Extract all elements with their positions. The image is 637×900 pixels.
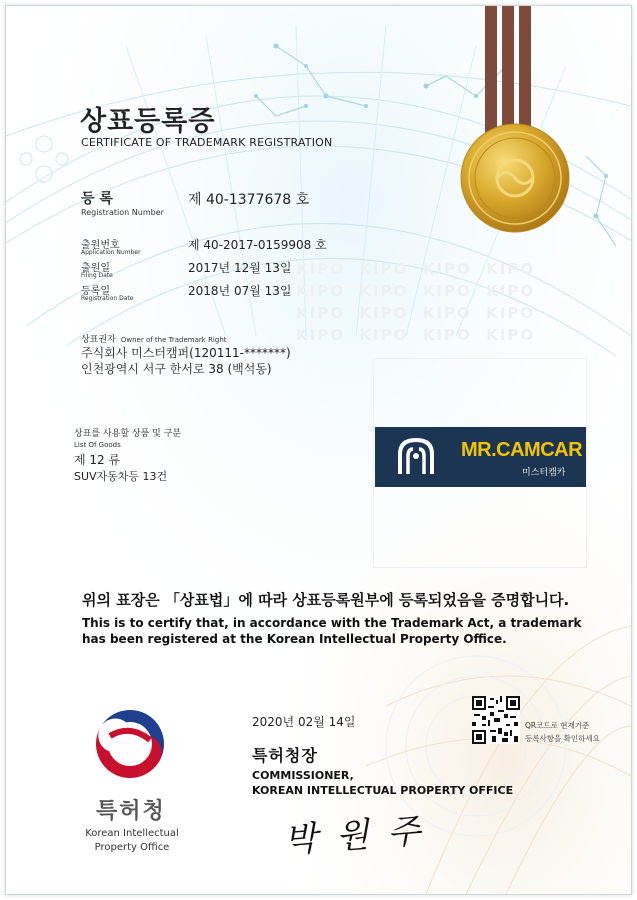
qr-code-icon bbox=[472, 696, 520, 744]
certification-english-line-2: has been registered at the Korean Intellectual Property Office. bbox=[82, 632, 507, 646]
application-label: 출원번호 bbox=[81, 240, 120, 251]
title-english: CERTIFICATE OF TRADEMARK REGISTRATION bbox=[81, 136, 333, 149]
registration-label-en: Registration Number bbox=[81, 208, 164, 217]
owner-label-en: Owner of the Trademark Right bbox=[120, 336, 227, 344]
owner-name: 주식회사 미스터캠퍼(120111-*******) bbox=[81, 346, 291, 360]
filing-date: 2017년 12월 13일 bbox=[188, 261, 292, 275]
certification-korean: 위의 표장은 「상표법」에 따라 상표등록원부에 등록되었음을 증명합니다. bbox=[82, 591, 570, 609]
office-name-english bbox=[72, 827, 192, 855]
owner-address: 인천광역시 서구 한서로 38 (백석동) bbox=[81, 362, 272, 376]
goods-items: SUV자동차등 13건 bbox=[74, 470, 168, 483]
watermark-text: KIPO bbox=[296, 260, 345, 278]
qr-note bbox=[525, 719, 600, 745]
commissioner-korean: 특허청장 bbox=[252, 746, 318, 765]
registration-number: 제 40-1377678 호 bbox=[188, 192, 310, 208]
commissioner-english bbox=[252, 768, 513, 798]
qr-note-line-2: 등록사항을 확인하세요 bbox=[525, 734, 600, 743]
goods-label-en: List Of Goods bbox=[74, 441, 121, 449]
registration-date: 2018년 07월 13일 bbox=[188, 284, 292, 298]
issue-date: 2020년 02월 14일 bbox=[252, 715, 356, 729]
gold-seal bbox=[438, 101, 592, 255]
filing-label: 출원일 bbox=[81, 263, 110, 274]
commissioner-english-line-1: COMMISSIONER, bbox=[252, 769, 354, 782]
kipo-watermark: KIPO KIPO KIPO KIPO KIPO KIPO KIPO KIPO KIPO KIPO KIPO KIPO KIPO KIPO KIPO KIPO bbox=[296, 260, 536, 344]
commissioner-signature: 박 원 주 bbox=[283, 811, 426, 861]
brand-name-korean: 미스터캠카 bbox=[522, 468, 566, 478]
brand-name: MR.CAMCAR bbox=[461, 439, 583, 461]
application-label-en: Application Number bbox=[81, 249, 141, 256]
goods-label: 상표를 사용할 상품 및 구분 bbox=[74, 429, 182, 439]
registration-label: 등 록 bbox=[81, 191, 113, 207]
camcar-emblem-icon bbox=[395, 436, 437, 478]
title-korean: 상표등록증 bbox=[80, 106, 216, 137]
commissioner-english-line-2: KOREAN INTELLECTUAL PROPERTY OFFICE bbox=[252, 784, 514, 797]
certification-english bbox=[82, 615, 582, 647]
certificate-frame bbox=[5, 5, 632, 895]
application-number: 제 40-2017-0159908 호 bbox=[188, 238, 327, 252]
filing-label-en: Filing Date bbox=[81, 272, 113, 279]
reg-date-label-en: Registration Date bbox=[81, 295, 134, 302]
office-name-korean: 특허청 bbox=[96, 799, 166, 824]
reg-date-label: 등록일 bbox=[81, 286, 110, 297]
trademark-logo bbox=[375, 427, 586, 487]
qr-note-line-1: QR코드로 현재기준 bbox=[525, 721, 590, 730]
certification-english-line-1: This is to certify that, in accordance with the Trademark Act, a trademark bbox=[82, 616, 582, 630]
owner-label: 상표권자 bbox=[81, 335, 116, 345]
goods-class: 제 12 류 bbox=[74, 453, 121, 467]
kipo-taegeuk-logo-icon bbox=[92, 706, 168, 782]
office-name-english-line-2: Property Office bbox=[94, 842, 170, 853]
office-name-english-line-1: Korean Intellectual bbox=[85, 828, 179, 839]
